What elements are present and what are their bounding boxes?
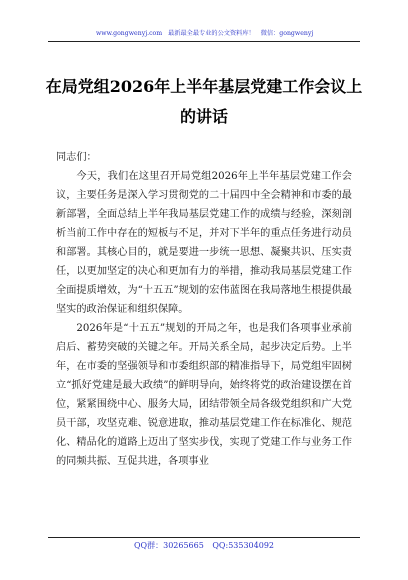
header-slogan: 最新最全最专业的公文资料库！: [168, 30, 255, 37]
document-header: [96, 28, 352, 40]
document-footer: [48, 539, 360, 553]
body-paragraph: 今天，我们在这里召开局党组2026年上半年基层党建工作会议，主要任务是深入学习贯彻党的二十届四中全会精神和市委的最新部署，全面总结上半年我局基层党建工作的成绩与经验，深刻剖析当前工作中存在的短板与不足，并对下半年的重点任务进行动员和部署。其核心目的，就是要进一步统一思想、凝聚共识、压实责任，以更加坚定的决心和更加有力的举措，推动我局基层党建工作全面提质增效，为“十五五”规划的宏伟蓝图在我局落地生根提供最坚实的政治保证和组织保障。: [56, 171, 352, 315]
salutation: 同志们：: [56, 152, 97, 163]
document-title: 在局党组2026年上半年基层党建工作会议上的讲话: [45, 77, 363, 126]
document-body: [56, 148, 352, 471]
body-paragraph: 2026年是“十五五”规划的开局之年，也是我们各项事业承前启后、蓄势突破的关键之年。开局关系全局，起步决定后势。上半年，在市委的坚强领导和市委组织部的精准指导下，局党组牢固树立“抓好党建是最大政绩”的鲜明导向，始终将党的政治建设摆在首位，紧紧围绕中心、服务大局，团结带领全局各级党组织和广大党员干部，攻坚克难、锐意进取，推动基层党建工作在标准化、规范化、精品化的道路上迈出了坚实步伐，实现了党建工作与业务工作的同频共振、互促共进，各项事业: [56, 323, 352, 467]
header-wechat: 微信：gongwenyj: [260, 30, 314, 37]
footer-qq: QQ:535304092: [212, 541, 274, 550]
header-website-link[interactable]: www.gongwenyj.com: [96, 30, 163, 37]
header-divider: [48, 41, 360, 42]
footer-divider: [48, 537, 360, 538]
footer-qq-group: QQ群：30265665: [133, 541, 204, 550]
